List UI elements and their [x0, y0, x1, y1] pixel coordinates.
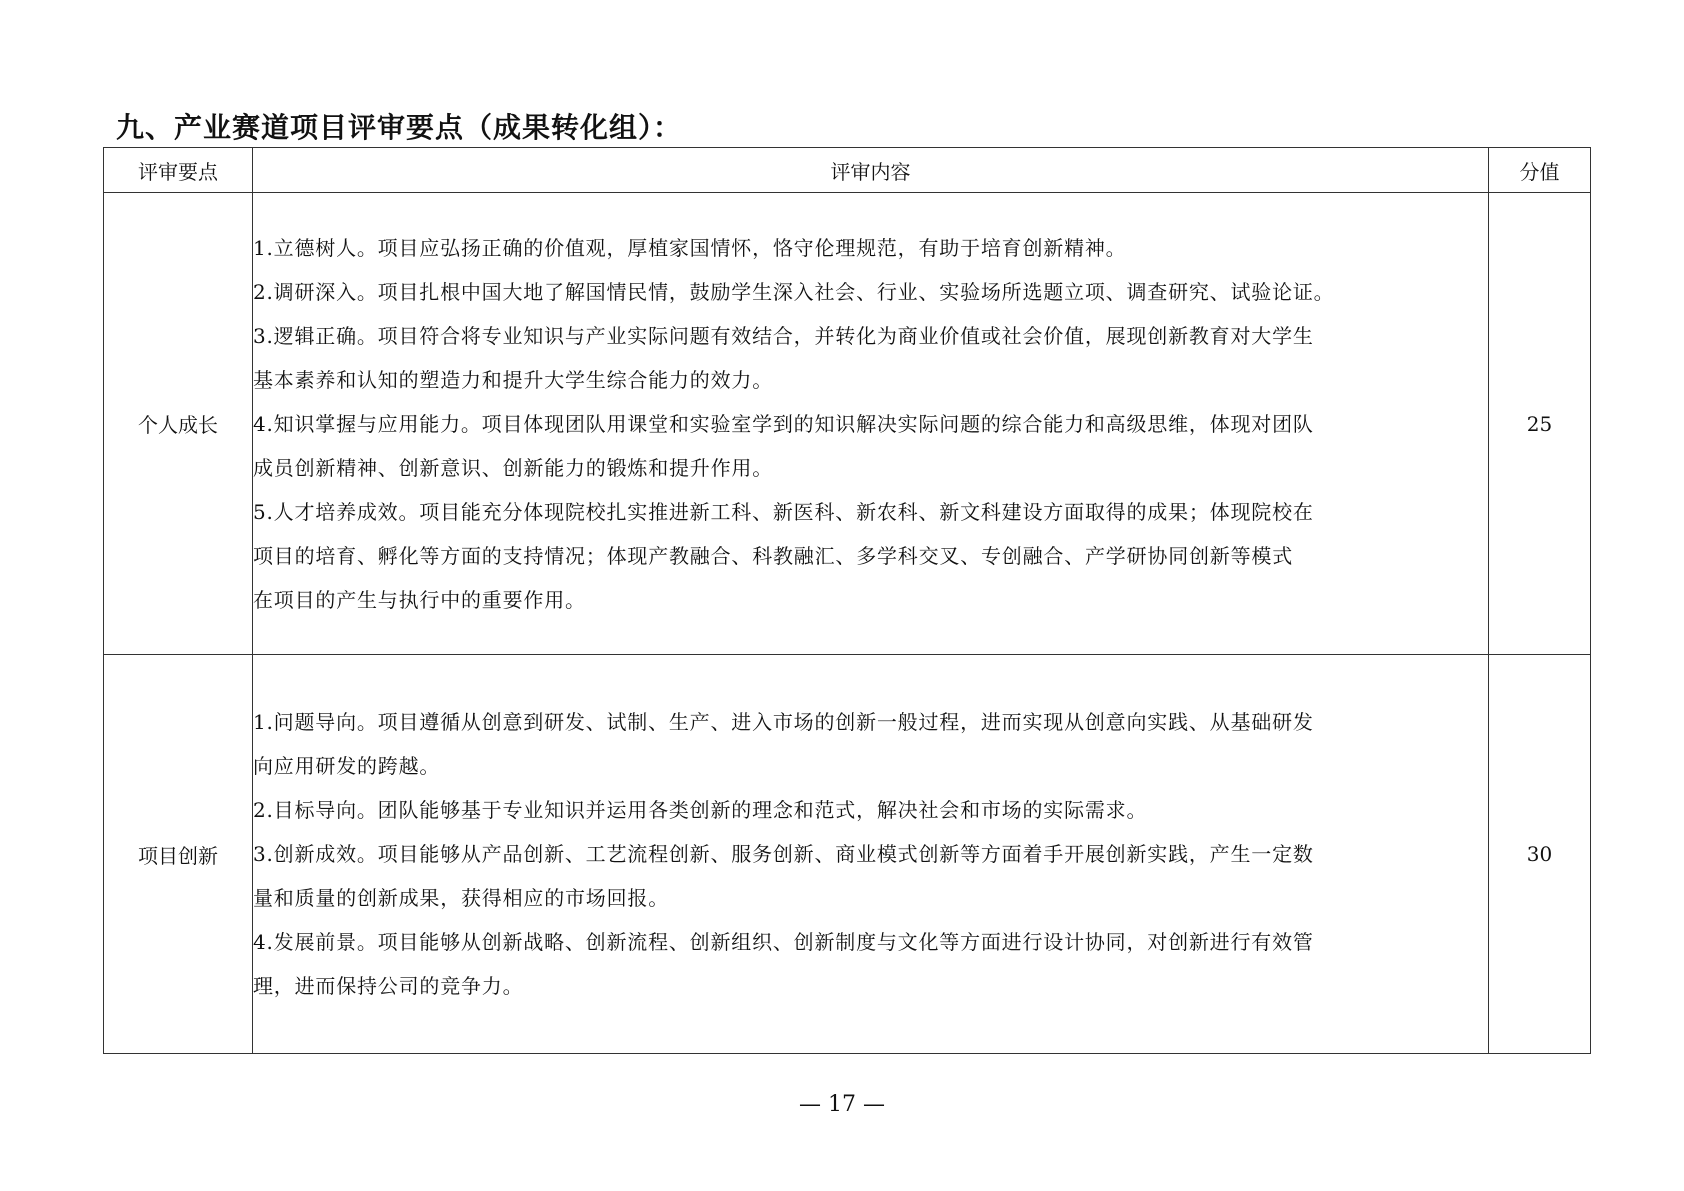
content-line: 理，进而保持公司的竞争力。	[253, 974, 524, 998]
row-point: 个人成长	[104, 193, 253, 655]
table-row	[104, 655, 1591, 1054]
content-line: 向应用研发的跨越。	[253, 754, 441, 778]
page-number: — 17 —	[799, 1092, 885, 1117]
table-header-row	[104, 148, 1591, 193]
content-line: 量和质量的创新成果，获得相应的市场回报。	[253, 886, 669, 910]
page-title: 九、产业赛道项目评审要点（成果转化组）：	[116, 111, 683, 144]
content-line: 在项目的产生与执行中的重要作用。	[253, 587, 586, 612]
content-line: 1.立德树人。项目应弘扬正确的价值观，厚植家国情怀，恪守伦理规范，有助于培育创新精神。	[253, 235, 1127, 260]
content-line: 5.人才培养成效。项目能充分体现院校扎实推进新工科、新医科、新农科、新文科建设方面取得的成果；体现院校在	[253, 499, 1314, 524]
row-score: 25	[1489, 193, 1591, 655]
header-score: 分值	[1489, 148, 1591, 193]
table-row	[104, 193, 1591, 655]
content-line: 2.调研深入。项目扎根中国大地了解国情民情，鼓励学生深入社会、行业、实验场所选题立项、调查研究、试验论证。	[253, 279, 1335, 304]
row-point: 项目创新	[104, 655, 253, 1054]
content-line: 1.问题导向。项目遵循从创意到研发、试制、生产、进入市场的创新一般过程，进而实现从创意向实践、从基础研发	[253, 710, 1314, 734]
row-score: 30	[1489, 655, 1591, 1054]
content-line: 3.逻辑正确。项目符合将专业知识与产业实际问题有效结合，并转化为商业价值或社会价值，展现创新教育对大学生	[253, 323, 1314, 348]
row-content	[253, 193, 1489, 655]
content-line: 4.知识掌握与应用能力。项目体现团队用课堂和实验室学到的知识解决实际问题的综合能力和高级思维，体现对团队	[253, 411, 1314, 436]
content-line: 4.发展前景。项目能够从创新战略、创新流程、创新组织、创新制度与文化等方面进行设计协同，对创新进行有效管	[253, 930, 1314, 954]
content-line: 2.目标导向。团队能够基于专业知识并运用各类创新的理念和范式，解决社会和市场的实际需求。	[253, 798, 1148, 822]
row-content	[253, 655, 1489, 1054]
header-content: 评审内容	[253, 148, 1489, 193]
header-point: 评审要点	[104, 148, 253, 193]
content-line: 项目的培育、孵化等方面的支持情况；体现产教融合、科教融汇、多学科交叉、专创融合、产学研协同创新等模式	[253, 543, 1293, 568]
content-line: 成员创新精神、创新意识、创新能力的锻炼和提升作用。	[253, 455, 773, 480]
content-line: 基本素养和认知的塑造力和提升大学生综合能力的效力。	[253, 367, 773, 392]
content-line: 3.创新成效。项目能够从产品创新、工艺流程创新、服务创新、商业模式创新等方面着手开展创新实践，产生一定数	[253, 842, 1314, 866]
criteria-table	[103, 147, 1591, 1054]
